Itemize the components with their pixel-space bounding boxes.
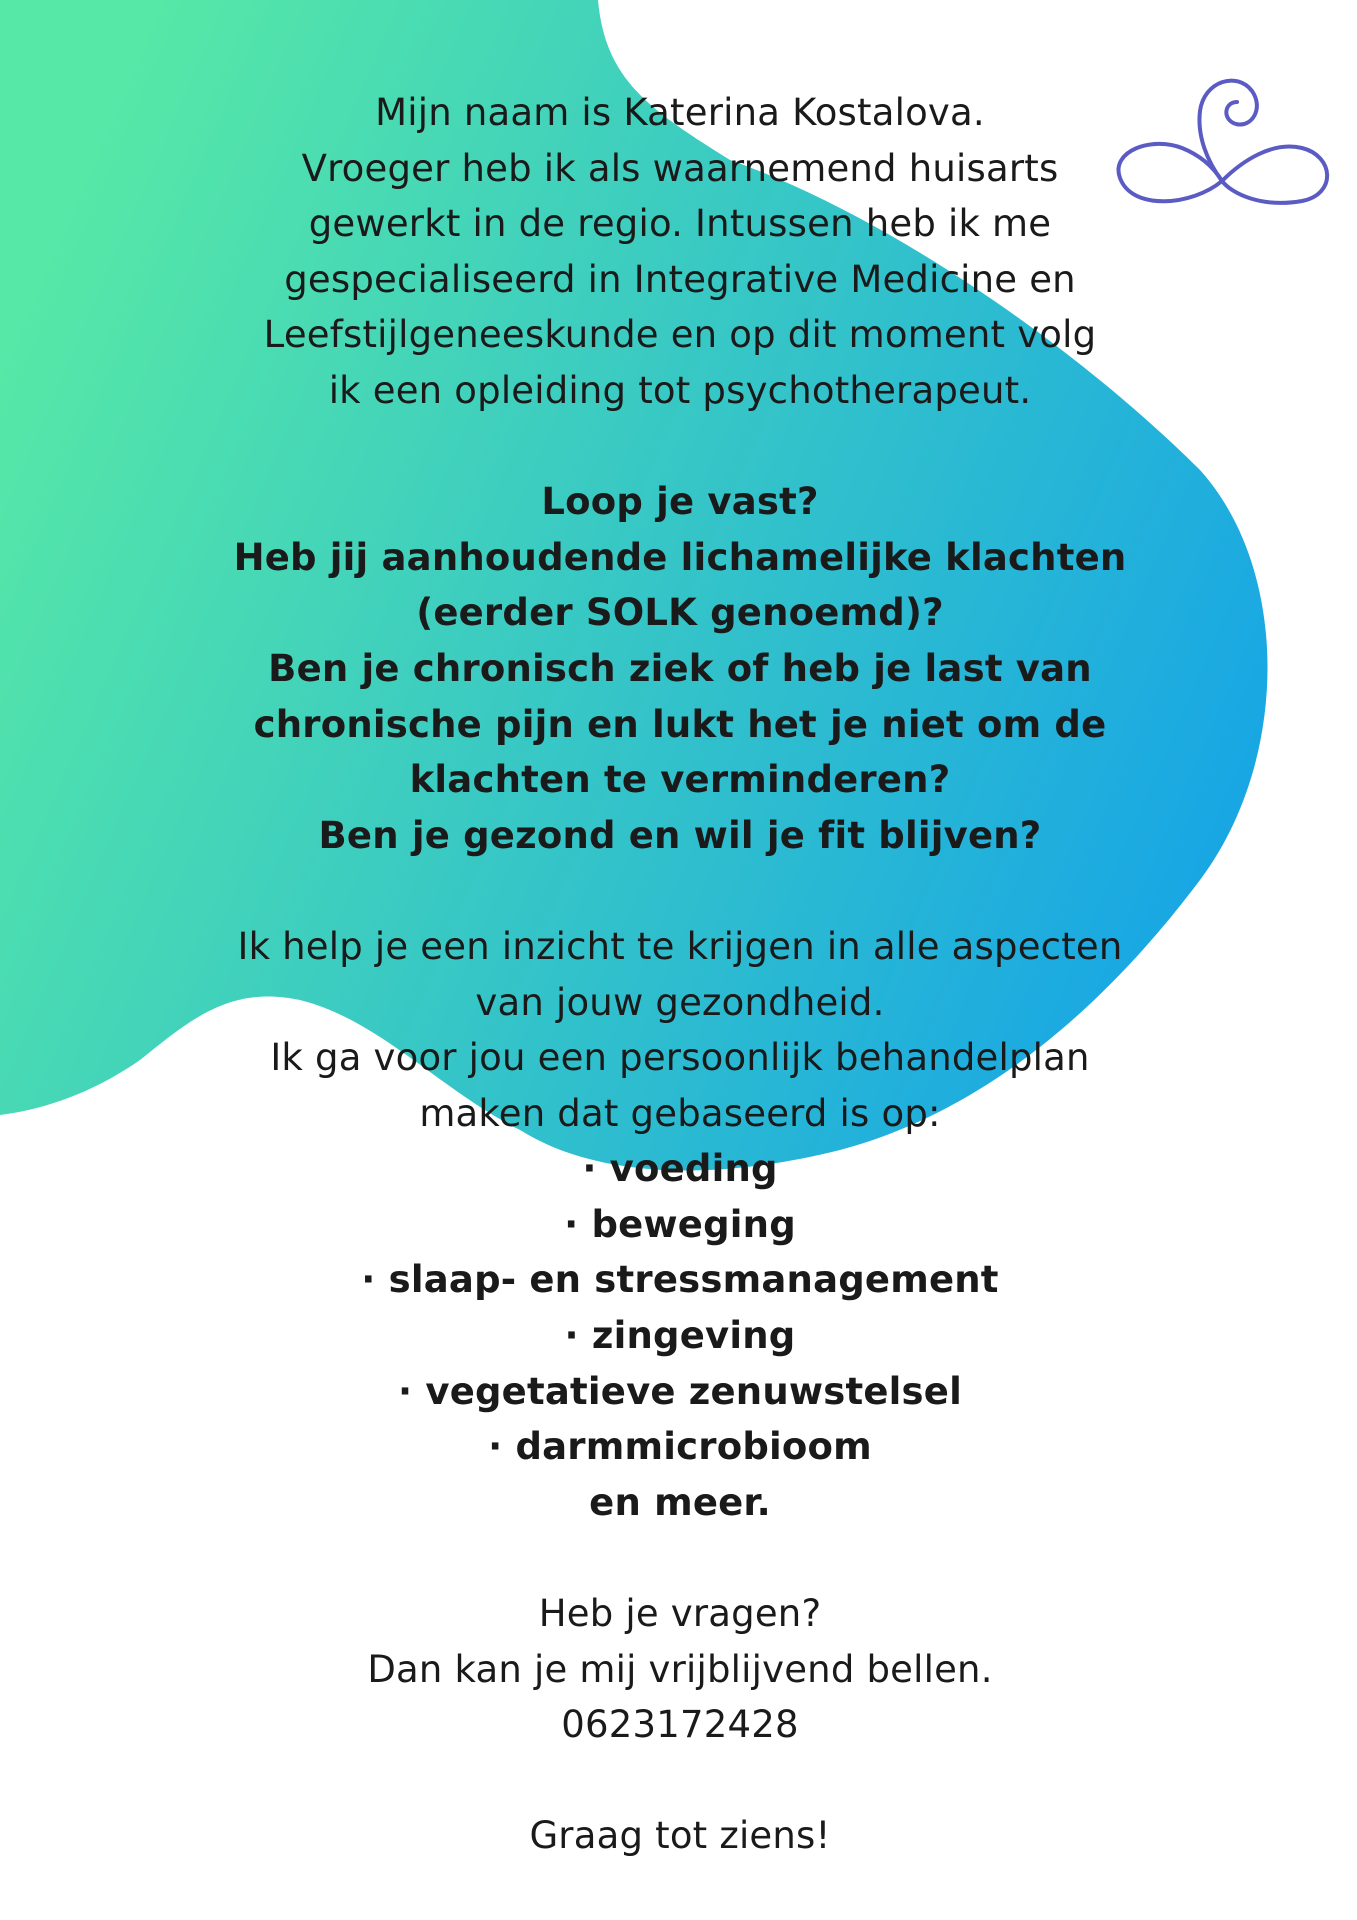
contact-section bbox=[150, 1586, 1210, 1753]
question-line: Loop je vast? bbox=[541, 480, 819, 524]
help-line: maken dat gebaseerd is op: bbox=[419, 1091, 941, 1135]
list-item: · beweging bbox=[150, 1197, 1210, 1253]
list-item: · darmmicrobioom bbox=[150, 1419, 1210, 1475]
help-line: Ik ga voor jou een persoonlijk behandelplan bbox=[270, 1036, 1090, 1080]
help-line: van jouw gezondheid. bbox=[475, 980, 885, 1024]
question-line: Ben je chronisch ziek of heb je last van bbox=[268, 646, 1092, 690]
intro-line: Mijn naam is Katerina Kostalova. bbox=[375, 91, 985, 134]
question-line: klachten te verminderen? bbox=[409, 758, 951, 802]
help-line: Ik help je een inzicht te krijgen in alle aspecten bbox=[237, 924, 1123, 968]
list-item: · zingeving bbox=[150, 1308, 1210, 1364]
intro-line: ik een opleiding tot psychotherapeut. bbox=[328, 368, 1032, 412]
phone-number[interactable]: 0623172428 bbox=[561, 1703, 799, 1747]
list-end-text: en meer. bbox=[589, 1480, 771, 1524]
contact-question: Heb je vragen? bbox=[538, 1592, 822, 1636]
list-item: · slaap- en stressmanagement bbox=[150, 1252, 1210, 1308]
list-item: · voeding bbox=[150, 1141, 1210, 1197]
question-line: chronische pijn en lukt het je niet om de bbox=[253, 702, 1107, 746]
help-section bbox=[150, 919, 1210, 1141]
contact-call-text: Dan kan je mij vrijblijvend bellen. bbox=[367, 1647, 993, 1691]
main-text-block bbox=[150, 85, 1210, 1864]
intro-section bbox=[150, 85, 1210, 419]
question-line: (eerder SOLK genoemd)? bbox=[416, 591, 944, 635]
questions-section bbox=[150, 474, 1210, 863]
intro-line: gespecialiseerd in Integrative Medicine en bbox=[284, 257, 1076, 301]
intro-line: Vroeger heb ik als waarnemend huisarts bbox=[301, 146, 1059, 190]
intro-line: gewerkt in de regio. Intussen heb ik me bbox=[308, 202, 1052, 246]
question-line: Heb jij aanhoudende lichamelijke klachten bbox=[233, 535, 1127, 579]
intro-line: Leefstijlgeneeskunde en op dit moment volg bbox=[263, 313, 1097, 357]
closing-text: Graag tot ziens! bbox=[529, 1814, 831, 1858]
list-item: · vegetatieve zenuwstelsel bbox=[150, 1364, 1210, 1420]
treatment-topics-list bbox=[150, 1141, 1210, 1475]
question-line: Ben je gezond en wil je fit blijven? bbox=[318, 813, 1042, 857]
